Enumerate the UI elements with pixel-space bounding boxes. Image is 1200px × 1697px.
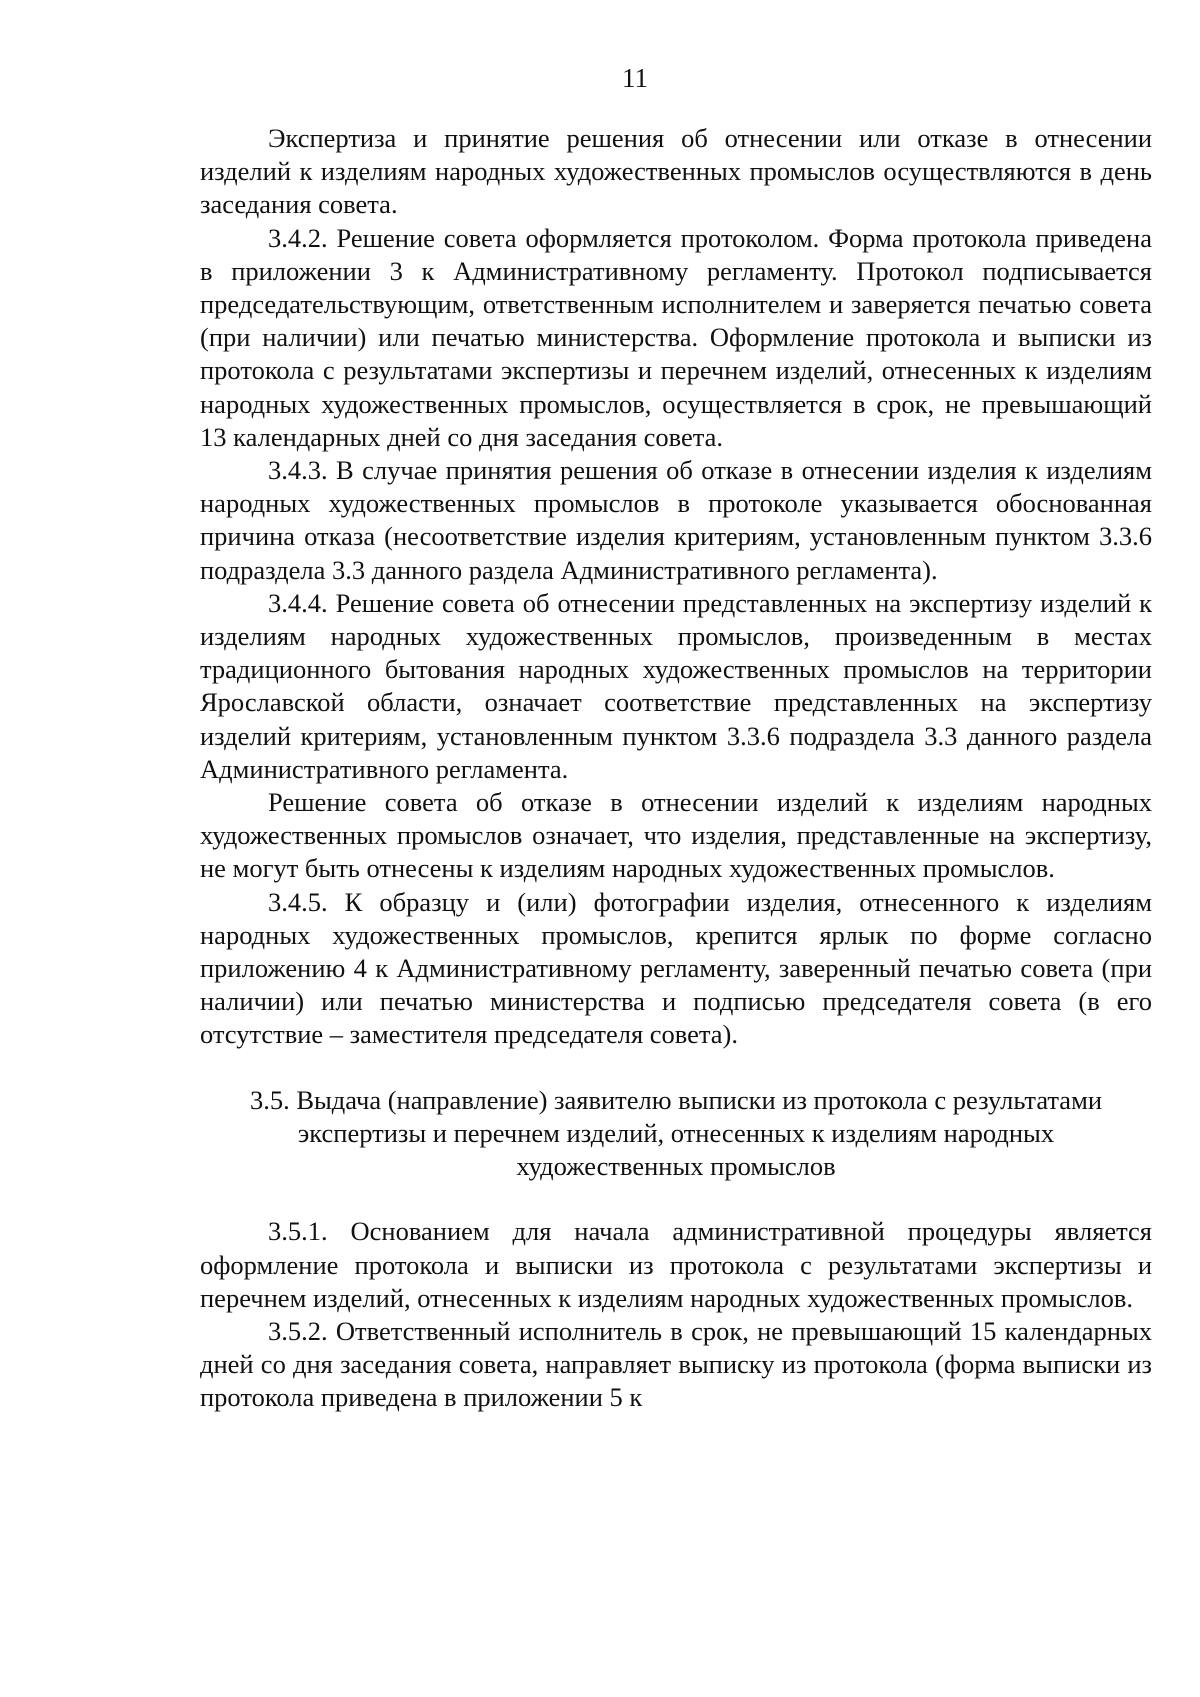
- paragraph-expertise: Экспертиза и принятие решения об отнесении или отказе в отнесении изделий к изделиям народных художественных промыслов осуществляются в день заседания совета.: [200, 123, 1152, 220]
- paragraph-3-4-4: 3.4.4. Решение совета об отнесении представленных на экспертизу изделий к изделиям народных художественных промыслов, произведенным в местах традиционного бытования народных художественных промыслов на территории Ярославской области, означает соответствие представленных на экспертизу изделий критериям, установленным пунктом 3.3.6 подраздела 3.3 данного раздела Административного регламента.: [200, 587, 1152, 784]
- paragraph-3-4-3: 3.4.3. В случае принятия решения об отказе в отнесении изделия к изделиям народных художественных промыслов в протоколе указывается обоснованная причина отказа (несоответствие изделия критериям, установленным пунктом 3.3.6 подраздела 3.3 данного раздела Административного регламента).: [200, 455, 1152, 585]
- paragraph-3-5-1: 3.5.1. Основанием для начала административной процедуры является оформление протокола и выписки из протокола с результатами экспертизы и перечнем изделий, отнесенных к изделиям народных художественных промыслов.: [200, 1216, 1152, 1313]
- section-heading-3-5: 3.5. Выдача (направление) заявителю выписки из протокола с результатами экспертизы и перечнем изделий, отнесенных к изделиям народных художественных промыслов: [249, 1084, 1103, 1182]
- paragraph-3-4-5: 3.4.5. К образцу и (или) фотографии изделия, отнесенного к изделиям народных художественных промыслов, крепится ярлык по форме согласно приложению 4 к Административному регламенту, заверенный печатью совета (при наличии) или печатью министерства и подписью председателя совета (в его отсутствие – заместителя председателя совета).: [200, 886, 1152, 1050]
- paragraph-3-4-2: 3.4.2. Решение совета оформляется протоколом. Форма протокола приведена в приложении 3 к Административному регламенту. Протокол подписывается председательствующим, ответственным исполнителем и заверяется печатью совета (при наличии) или печатью министерства. Оформление протокола и выписки из протокола с результатами экспертизы и перечнем изделий, отнесенных к изделиям народных художественных промыслов, осуществляется в срок, не превышающий 13 календарных дней со дня заседания совета.: [200, 222, 1152, 452]
- paragraph-3-5-2: 3.5.2. Ответственный исполнитель в срок, не превышающий 15 календарных дней со дня заседания совета, направляет выписку из протокола (форма выписки из протокола приведена в приложении 5 к: [200, 1315, 1152, 1413]
- page-number: 11: [622, 63, 648, 93]
- paragraph-refusal-decision: Решение совета об отказе в отнесении изделий к изделиям народных художественных промыслов означает, что изделия, представленные на экспертизу, не могут быть отнесены к изделиям народных художественных промыслов.: [200, 787, 1152, 884]
- document-body: [200, 122, 1152, 1415]
